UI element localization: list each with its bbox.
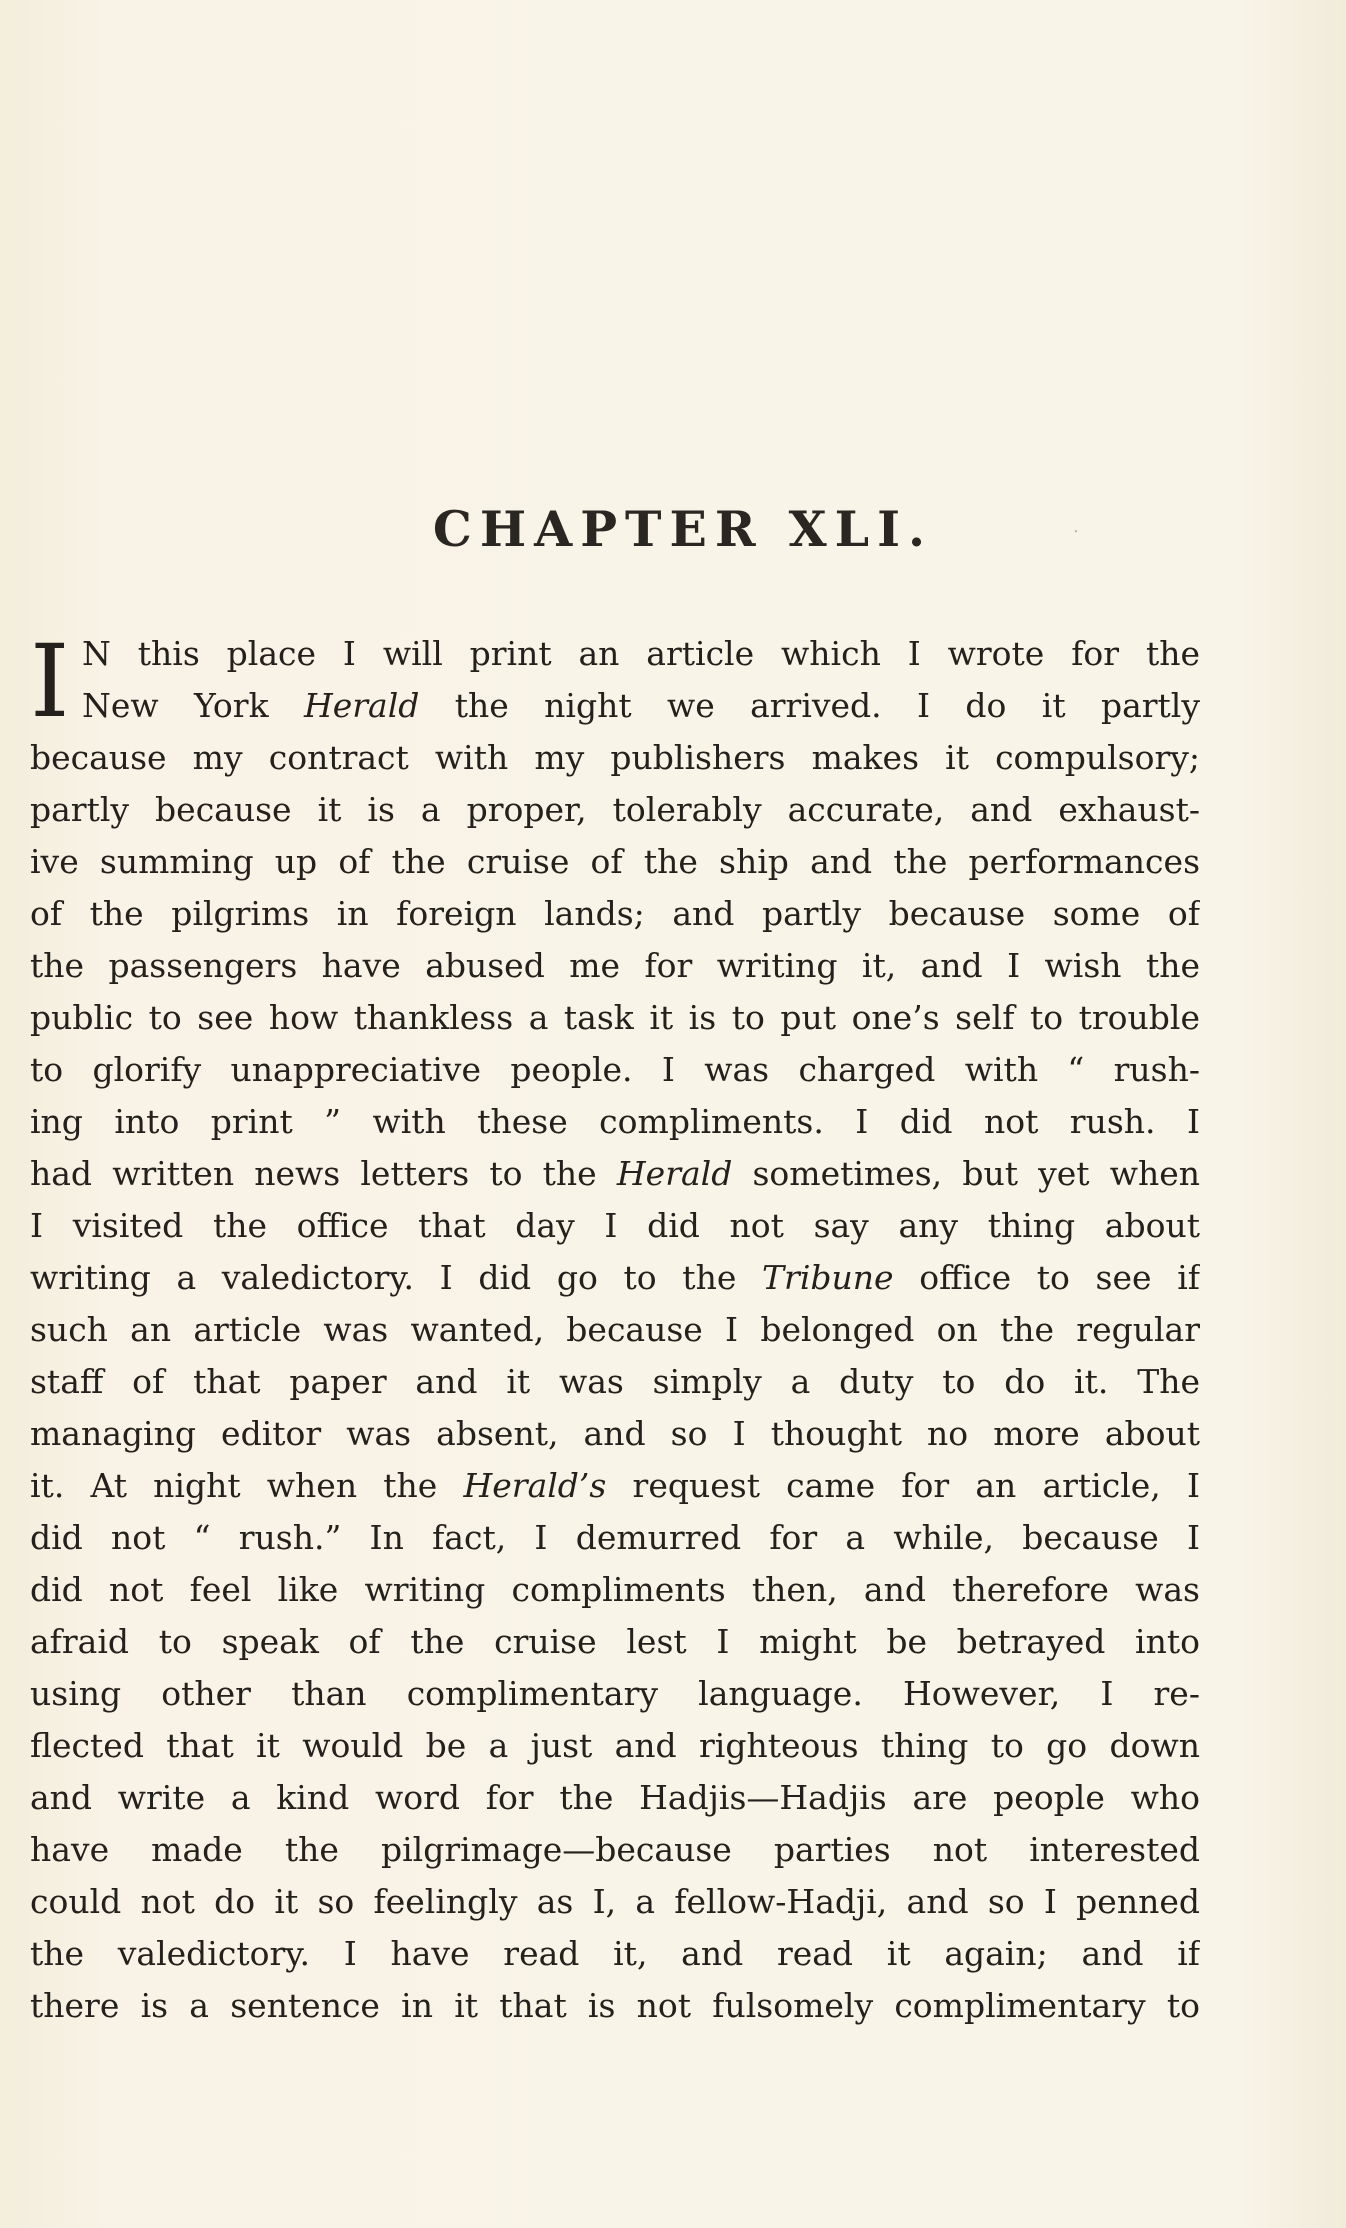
text-line: public to see how thankless a task it is to put one’s self to trouble [30,998,1200,1037]
text-line: such an article was wanted, because I belonged on the regular [30,1310,1200,1349]
text-line: ing into print ” with these compliments. I did not rush. I [30,1102,1200,1141]
text-line: writing a valedictory. I did go to the Tribune office to see if [30,1258,1200,1297]
text-line: did not “ rush.” In fact, I demurred for a while, because I [30,1518,1200,1557]
text-line: using other than complimentary language. However, I re- [30,1674,1200,1713]
text-line: the passengers have abused me for writing it, and I wish the [30,946,1200,985]
text-line: because my contract with my publishers makes it compulsory; [30,738,1200,777]
text-line: ive summing up of the cruise of the ship and the performances [30,842,1200,881]
text-line: the valedictory. I have read it, and read it again; and if [30,1934,1200,1973]
text-line: flected that it would be a just and righteous thing to go down [30,1726,1200,1765]
text-line: partly because it is a proper, tolerably accurate, and exhaust- [30,790,1200,829]
text-line: staff of that paper and it was simply a duty to do it. The [30,1362,1200,1401]
text-line: New York Herald the night we arrived. I do it partly [82,686,1200,725]
text-line: to glorify unappreciative people. I was charged with “ rush- [30,1050,1200,1089]
text-line: it. At night when the Herald’s request came for an article, I [30,1466,1200,1505]
text-line: managing editor was absent, and so I thought no more about [30,1414,1200,1453]
text-line: I visited the office that day I did not say any thing about [30,1206,1200,1245]
chapter-title: CHAPTER XLI. [432,500,934,558]
text-line: have made the pilgrimage—because parties not interested [30,1830,1200,1869]
drop-cap: I [30,623,70,740]
text-line: there is a sentence in it that is not fulsomely complimentary to [30,1986,1200,2025]
text-line: had written news letters to the Herald sometimes, but yet when [30,1154,1200,1193]
text-line: N this place I will print an article which I wrote for the [82,634,1200,673]
text-line: afraid to speak of the cruise lest I might be betrayed into [30,1622,1200,1661]
text-line: did not feel like writing compliments then, and therefore was [30,1570,1200,1609]
text-line: could not do it so feelingly as I, a fellow-Hadji, and so I penned [30,1882,1200,1921]
body-paragraph [30,623,1200,2032]
page-speck: ⸳ [1074,522,1078,538]
text-line: of the pilgrims in foreign lands; and partly because some of [30,894,1200,933]
text-line: and write a kind word for the Hadjis—Hadjis are people who [30,1778,1200,1817]
